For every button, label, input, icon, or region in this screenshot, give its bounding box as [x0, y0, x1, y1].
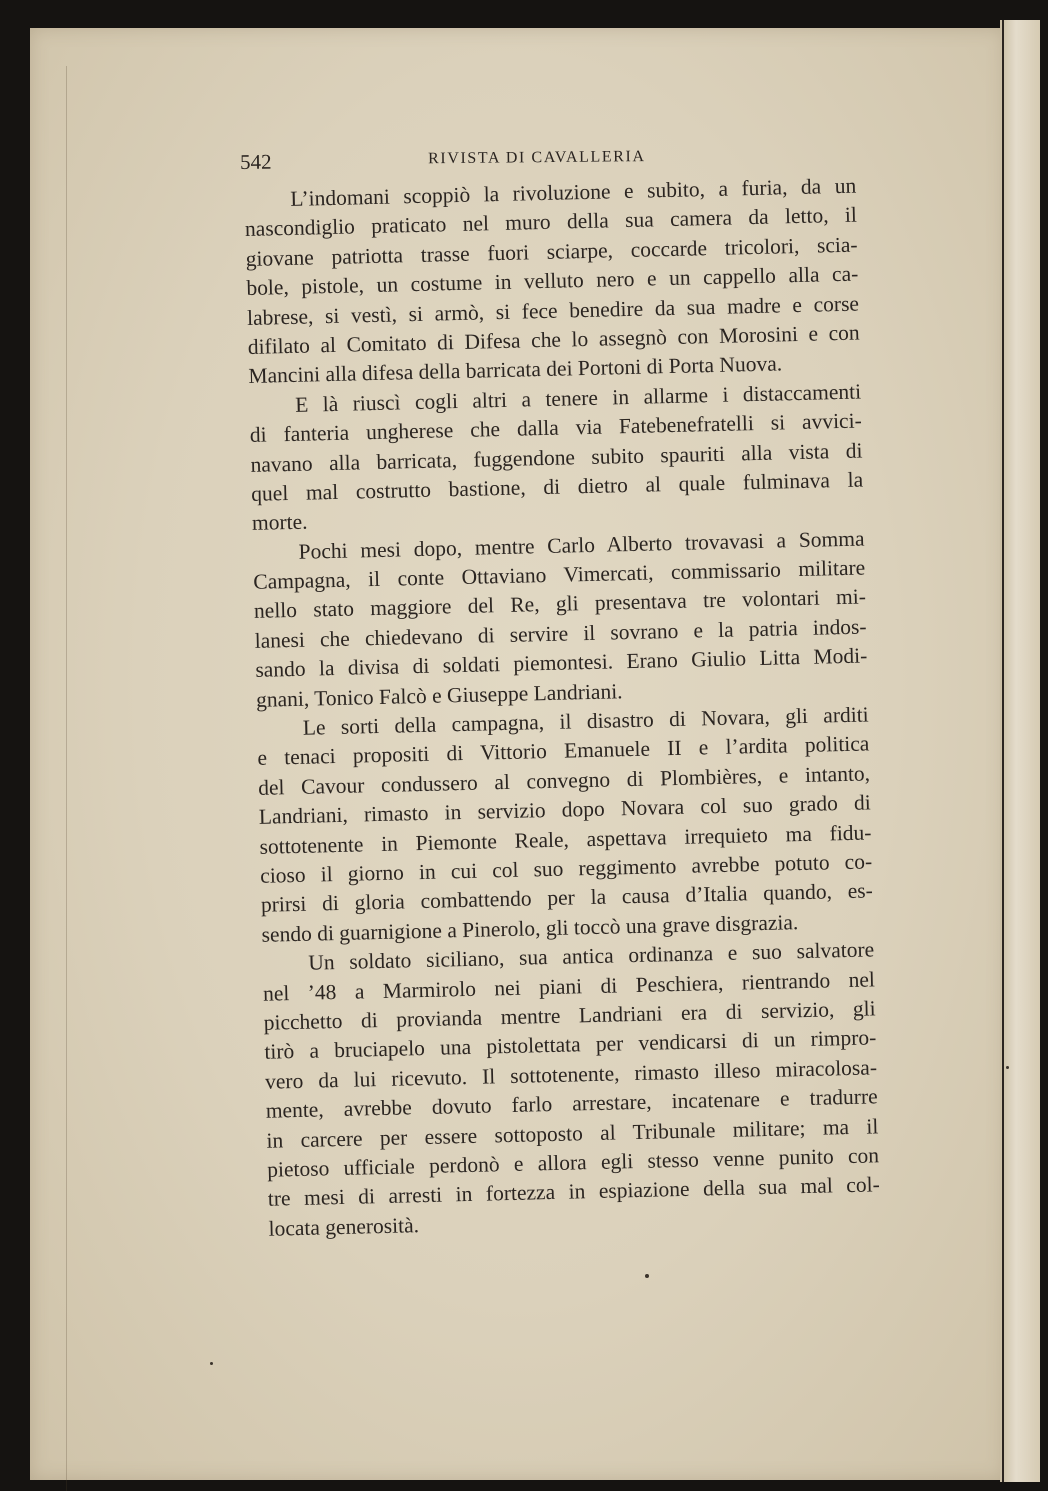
text-line: labrese, si vestì, si armò, si fece benedire da sua madre e corse — [246, 291, 860, 330]
text-line: morte. — [251, 509, 308, 536]
text-line: e tenaci propositi di Vittorio Emanuele II e l’ardita politica — [257, 731, 870, 771]
text-line: tirò a bruciapelo una pistolettata per vendicarsi di un rimpro- — [264, 1025, 877, 1065]
running-title: RIVISTA DI CAVALLERIA — [428, 148, 646, 168]
text-line: Landriani, rimasto in servizio dopo Novara col suo grado di — [258, 790, 871, 830]
text-line: giovane patriotta trasse fuori sciarpe, coccarde tricolori, scia- — [245, 232, 858, 271]
text-line: Pochi mesi dopo, mentre Carlo Alberto trovavasi a Somma — [298, 526, 865, 564]
paragraph — [252, 524, 868, 715]
text-line: picchetto di provianda mentre Landriani era di servizio, gli — [263, 996, 876, 1035]
text-line: gnani, Tonico Falcò e Giuseppe Landriani. — [255, 678, 623, 712]
paragraph — [249, 377, 864, 538]
text-line: Un soldato siciliano, sua antica ordinanza e suo salvatore — [308, 937, 875, 975]
text-line: difilato al Comitato di Difesa che lo assegnò con Morosini e con — [247, 320, 860, 359]
text-line: E là riuscì cogli altri a tenere in allarme i distaccamenti — [294, 379, 862, 417]
text-line: L’indomani scoppiò la rivoluzione e subito, a furia, da un — [290, 173, 857, 211]
paragraph — [256, 700, 873, 949]
text-line: mente, avrebbe dovuto farlo arrestare, incatenare e tradurre — [265, 1084, 878, 1123]
text-line: vero da lui ricevuto. Il sottotenente, rimasto illeso miracolosa- — [264, 1055, 878, 1094]
text-line: quel mal costrutto bastione, di dietro al quale fulminava la — [250, 467, 864, 506]
text-line: sottotenente in Piemonte Reale, aspettava irrequieto ma fidu- — [259, 819, 872, 859]
page-border — [1002, 20, 1004, 1482]
paragraph — [262, 936, 881, 1244]
paragraph — [244, 172, 861, 392]
text-line: prirsi di gloria combattendo per la causa d’Italia quando, es- — [260, 878, 874, 918]
text-line: tre mesi di arresti in fortezza in espiazione della sua mal col- — [267, 1172, 880, 1211]
text-line: locata generosità. — [268, 1212, 420, 1241]
text-line: nel ’48 a Marmirolo nei piani di Peschiera, rientrando nel — [262, 966, 876, 1006]
page-number: 542 — [240, 149, 272, 174]
text-line: di fanteria ungherese che dalla via Fatebenefratelli si avvici- — [249, 408, 862, 448]
text-line: Campagna, il conte Ottaviano Vimercati, commissario militare — [253, 555, 866, 594]
text-line: in carcere per essere sottoposto al Tribunale militare; ma il — [266, 1113, 879, 1153]
text-line: nascondiglio praticato nel muro della sua camera da letto, il — [244, 202, 858, 242]
text-line: cioso il giorno in cui col suo reggimento avrebbe potuto co- — [259, 849, 873, 888]
text-line: sendo di guarnigione a Pinerolo, gli toccò una grave disgrazia. — [261, 909, 799, 947]
text-line: del Cavour condussero al convegno di Plombières, e intanto, — [257, 761, 871, 800]
text-line: pietoso ufficiale perdonò e allora egli stesso venne punito con — [266, 1143, 880, 1182]
ink-speck — [210, 1362, 213, 1365]
ink-speck — [1006, 1066, 1009, 1069]
text-line: navano alla barricata, fuggendone subito spauriti alla vista di — [250, 438, 863, 477]
text-line: nello stato maggiore del Re, gli presentava tre volontari mi- — [253, 584, 867, 624]
text-line: bole, pistole, un costume in velluto nero e un cappello alla ca- — [246, 261, 859, 301]
text-line: sando la divisa di soldati piemontesi. Erano Giulio Litta Modi- — [255, 643, 868, 683]
text-line: lanesi che chiedevano di servire il sovrano e la patria indos- — [254, 614, 867, 653]
gutter-fold — [66, 66, 67, 1491]
text-line: Le sorti della campagna, il disastro di Novara, gli arditi — [302, 702, 869, 740]
ink-speck — [645, 1274, 649, 1278]
next-page-edge — [1000, 20, 1040, 1482]
text-line: Mancini alla difesa della barricata dei Portoni di Porta Nuova. — [248, 351, 783, 389]
body-text — [244, 172, 881, 1266]
